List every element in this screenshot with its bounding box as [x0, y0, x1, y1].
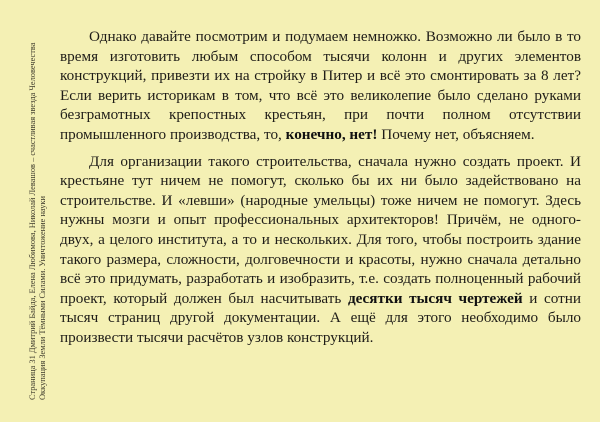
- paragraph-2-bold-text: десятки тысяч чертежей: [347, 289, 523, 307]
- paragraph-1-text-a: Однако давайте посмотрим и подумаем немножко. Возможно ли было в то время изготовить любым способом тысячи колонн и других элементов конструкций, привезти их на стройку в Питер и всё это смонтировать за 8 лет? Если верить историкам в том, что всё это великолепие было сделано руками безграмотных крепостных крестьян, при почти полном отсутствии промышленного производства, то,: [60, 28, 581, 143]
- side-caption-text: [28, 42, 48, 400]
- main-text-block: [60, 27, 581, 348]
- paragraph-2-text-b: и сотни тысяч страниц другой документации. А ещё для этого необходимо было произвести тысячи расчётов узлов конструкций.: [60, 289, 582, 346]
- paragraph-2-text-a: Для организации такого строительства, сначала нужно создать проект. И крестьяне тут ничем не помогут, сколько бы их ни было задействовано на строительстве. И «левши» (народные умельцы) тоже ничем не помогут. Здесь нужны мозги и опыт профессиональных архитекторов! Причём, не одного-двух, а целого института, а то и нескольких. Для того, чтобы построить здание такого размера, сложности, долговечности и красоты, нужно сначала детально всё это придумать, разработать и изобразить, т.е. создать полноценный рабочий проект, который должен был насчитывать: [60, 152, 581, 307]
- paragraph-2: [60, 152, 581, 348]
- paragraph-1-text-b: Почему нет, объясняем.: [377, 125, 535, 143]
- side-caption-line-2: Оккупация Земли Тёмными Силами. Уничтожение науки: [38, 196, 47, 400]
- vertical-side-caption: [8, 0, 48, 422]
- paragraph-1: [60, 27, 581, 145]
- side-caption-line-1: Страница 31 Дмитрий Байда, Елена Любимова, Николай Левашов – счастливая звезда Человечества: [28, 42, 37, 400]
- paragraph-1-bold-text: конечно, нет!: [285, 125, 378, 143]
